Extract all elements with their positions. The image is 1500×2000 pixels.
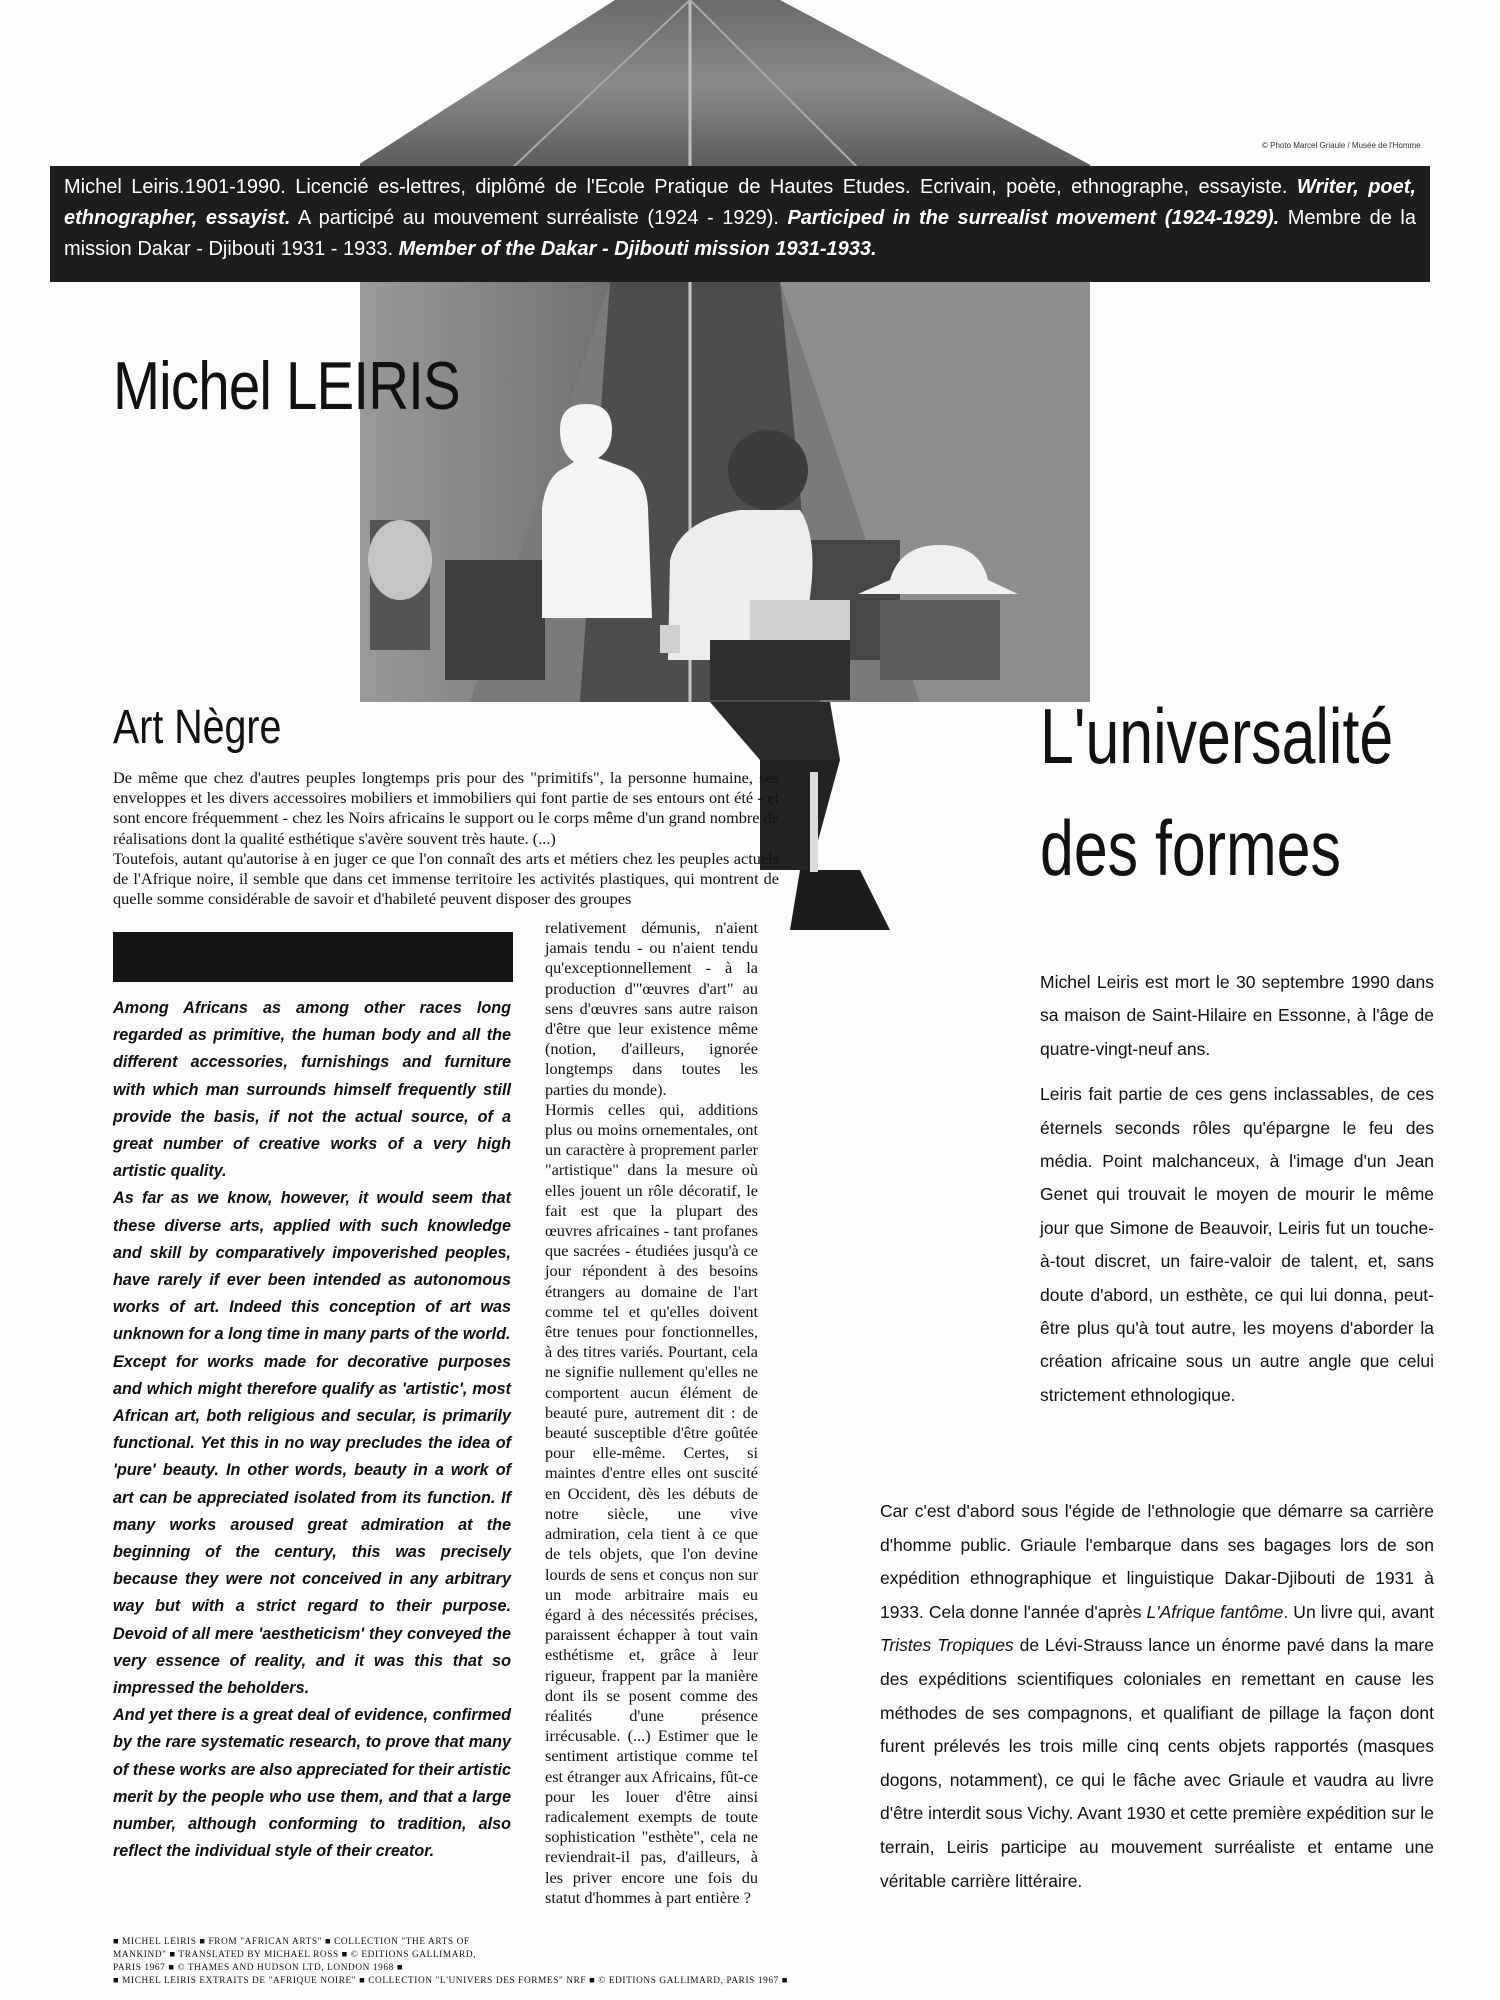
biography-banner (50, 166, 1430, 282)
photo-credit: © Photo Marcel Griaule / Musée de l'Homme (1262, 141, 1421, 150)
banner-english: Member of the Dakar - Djibouti mission 1931-1933. (398, 238, 877, 260)
career-text-run: Car c'est d'abord sous l'égide de l'ethnologie que démarre sa carrière d'homme public. Griaule l'embarque dans ses bagages lors de son expédition ethnographique et linguistique Dakar-Djibouti de 1931 à 1933. Cela donne l'année d'après (880, 1501, 1434, 1622)
section-heading: Art Nègre (113, 701, 282, 754)
obituary-intro (1040, 966, 1434, 1424)
french-text-column (545, 918, 758, 1908)
french-column-paragraph: relativement démunis, n'aient jamais tendu - ou n'aient tendu qu'exceptionnellement - à la production d'"œuvres d'art" au sens d'œuvres sans autre raison d'être que leur existence même (notion, d'ailleurs, ignorée longtemps dans toutes les parties du monde). (545, 918, 758, 1099)
banner-text: Michel Leiris.1901-1990. Licencié es-lettres, diplômé de l'Ecole Pratique de Hautes Etudes. Ecrivain, poète, ethnographe, essayiste. (64, 176, 1297, 198)
source-credit-line: ■ MICHEL LEIRIS ■ FROM "AFRICAN ARTS" ■ COLLECTION "THE ARTS OF (113, 1937, 470, 1947)
career-text (880, 1495, 1434, 1898)
banner-text: Membre de la mission Dakar - Djibouti 1931 - 1933. (64, 207, 1416, 260)
source-credit-line: ■ MICHEL LEIRIS EXTRAITS DE "AFRIQUE NOIRE" ■ COLLECTION "L'UNIVERS DES FORMES" NRF ■ © EDITIONS GALLIMARD, PARIS 1967 ■ (113, 1976, 788, 1986)
article-title-line-1: L'universalité (1040, 692, 1394, 780)
obituary-paragraph: Michel Leiris est mort le 30 septembre 1990 dans sa maison de Saint-Hilaire en Essonne, à l'âge de quatre-vingt-neuf ans. (1040, 972, 1434, 1059)
book-title: L'Afrique fantôme (1146, 1601, 1284, 1622)
french-intro (113, 768, 779, 909)
banner-english: Writer, poet, ethnographer, essayist. (64, 176, 1416, 229)
career-paragraph (880, 1495, 1434, 1898)
book-title: Tristes Tropiques (880, 1635, 1014, 1656)
english-paragraph: And yet there is a great deal of evidence, confirmed by the rare systematic research, to prove that many of these works are also appreciated for their artistic merit by the people who use them, and that a large number, although conforming to tradition, also reflect the individual style of their creator. (113, 1706, 511, 1861)
english-paragraph: Among Africans as among other races long regarded as primitive, the human body and all the different accessories, furnishings and furniture with which man surrounds himself frequently still provide the basis, if not the actual source, of a great number of creative works of a very high artistic quality. (113, 999, 511, 1181)
banner-text: A participé au mouvement surréaliste (1924 - 1929). (290, 207, 788, 229)
career-text-run: . Un livre qui, avant (1283, 1601, 1434, 1622)
author-name-heading: Michel LEIRIS (113, 348, 460, 424)
source-credit-line: MANKIND" ■ TRANSLATED BY MICHAEL ROSS ■ © EDITIONS GALLIMARD, (113, 1950, 477, 1960)
source-credits (113, 1936, 788, 1988)
article-title-line-2: des formes (1040, 804, 1341, 892)
black-bar-decoration (113, 932, 513, 982)
english-text-column (113, 995, 511, 1866)
english-paragraph: Except for works made for decorative purposes and which might therefore qualify as 'artistic', most African art, both religious and secular, is primarily functional. Yet this in no way precludes the idea of 'pure' beauty. In other words, beauty in a work of art can be appreciated isolated from its function. If many works aroused great admiration at the beginning of the century, this was precisely because they were not conceived in any arbitrary way but with a strict regard to their purpose. Devoid of all mere 'aestheticism' they conveyed the very essence of reality, and it was this that so impressed the beholders. (113, 1352, 511, 1698)
article-title (1040, 680, 1393, 904)
banner-english: Participed in the surrealist movement (1924-1929). (787, 207, 1280, 229)
career-text-run: de Lévi-Strauss lance un énorme pavé dans la mare des expéditions scientifiques coloniales en remettant en cause les méthodes de ses compagnons, et qualifiant de pillage la façon dont furent prélevés les trois mille cinq cents objets rapportés (masques dogons, notamment), ce qui le fâche avec Griaule et vaudra au livre d'être interdit sous Vichy. Avant 1930 et cette première expédition sur le terrain, Leiris participe au mouvement surréaliste et entame une véritable carrière littéraire. (880, 1635, 1434, 1891)
french-column-paragraph: Hormis celles qui, additions plus ou moins ornementales, ont un caractère à proprement parler "artistique" dans la mesure où elles jouent un rôle décoratif, le fait est que la plupart des œuvres africaines - tant profanes que sacrées - étudiées jusqu'à ce jour répondent à des besoins étrangers au domaine de l'art comme tel et qu'elles doivent être tenues pour fonctionnelles, à des titres variés. Pourtant, cela ne signifie nullement qu'elles ne comportent aucun élément de beauté pure, autrement dit : de beauté susceptible d'être goûtée pour elle-même. Certes, si maintes d'entre elles ont suscité en Occident, dès les débuts de notre siècle, une vive admiration, cela tient à ce que de tels objets, que l'on devine lourds de sens et conçus non sur un mode arbitraire mais eu égard à des nécessités précises, paraissent échapper à tout vain esthétisme et, grâce à leur rigueur, frappent par la manière dont ils se posent comme des réalités d'une présence irrécusable. (...) Estimer que le sentiment artistique comme tel est étranger aux Africains, fût-ce pour les louer d'être ainsi radicalement exempts de toute sophistication "esthète", cela ne reviendrait-il pas, d'ailleurs, à les priver encore une fois du statut d'hommes à part entière ? (545, 1099, 758, 1907)
french-intro-paragraph: Toutefois, autant qu'autorise à en juger ce que l'on connaît des arts et métiers chez les peuples actuels de l'Afrique noire, il semble que dans cet immense territoire les activités plastiques, qui montrent de quelle somme considérable de savoir et d'habileté peuvent disposer des groupes (113, 848, 779, 909)
french-intro-paragraph: De même que chez d'autres peuples longtemps pris pour des "primitifs", la personne humaine, ses enveloppes et les divers accessoires mobiliers et immobiliers qui font partie de ses entours ont été - et sont encore fréquemment - chez les Noirs africains le support ou le corps même d'un grand nombre de réalisations dont la qualité esthétique s'avère souvent très haute. (...) (113, 768, 779, 848)
english-paragraph: As far as we know, however, it would seem that these diverse arts, applied with such knowledge and skill by comparatively impoverished peoples, have rarely if ever been intended as autonomous works of art. Indeed this conception of art was unknown for a long time in many parts of the world. (113, 1189, 511, 1344)
obituary-paragraph: Leiris fait partie de ces gens inclassables, de ces éternels seconds rôles qu'épargne le feu des média. Point malchanceux, à l'image d'un Jean Genet qui trouvait le moyen de mourir le même jour que Simone de Beauvoir, Leiris fut un touche-à-tout discret, un faire-valoir de talent, et, sans doute d'abord, un esthète, ce qui lui donna, peut-être plus qu'à tout autre, les moyens d'aborder la création africaine sous un autre angle que celui strictement ethnologique. (1040, 1084, 1434, 1405)
source-credit-line: PARIS 1967 ■ © THAMES AND HUDSON LTD, LONDON 1968 ■ (113, 1963, 404, 1973)
